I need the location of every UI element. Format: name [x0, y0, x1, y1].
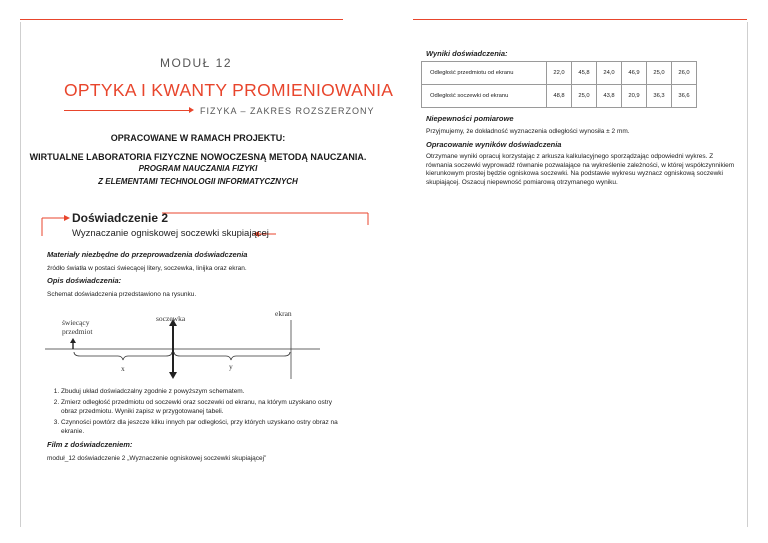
- row-label: Odległość soczewki od ekranu: [422, 85, 547, 108]
- object-arrowhead: [70, 338, 76, 343]
- table-cell: 26,0: [672, 62, 697, 85]
- lens-arrow-bottom: [169, 372, 177, 379]
- table-cell: 48,8: [547, 85, 572, 108]
- materials-text: źródło światła w postaci świecącej litery, soczewka, linijka oraz ekran.: [47, 265, 247, 272]
- object-label-line-2: przedmiot: [62, 327, 93, 336]
- project-line-4: Z ELEMENTAMI TECHNOLOGII INFORMATYCZNYCH: [98, 177, 298, 186]
- procedure-steps: [47, 387, 347, 438]
- brace-y: [174, 352, 290, 360]
- table-cell: 25,0: [647, 62, 672, 85]
- project-line-2: WIRTUALNE LABORATORIA FIZYCZNE NOWOCZESNĄ METODĄ NAUCZANIA.: [29, 152, 367, 162]
- results-heading: Wyniki doświadczenia:: [426, 49, 508, 58]
- table-cell: 36,6: [672, 85, 697, 108]
- table-cell: 36,3: [647, 85, 672, 108]
- table-cell: 20,9: [622, 85, 647, 108]
- table-cell: 43,8: [597, 85, 622, 108]
- film-heading: Film z doświadczeniem:: [47, 440, 133, 449]
- module-number: MODUŁ 12: [160, 56, 233, 70]
- experiment-subtitle: Wyznaczanie ogniskowej soczewki skupiającej: [72, 228, 269, 239]
- description-text: Schemat doświadczenia przedstawiono na rysunku.: [47, 291, 197, 298]
- project-line-3: PROGRAM NAUCZANIA FIZYKI: [138, 164, 258, 173]
- results-table: [421, 61, 697, 108]
- table-row: [422, 62, 697, 85]
- page-edge-right: [747, 22, 748, 527]
- table-cell: 45,8: [572, 62, 597, 85]
- table-cell: 46,9: [622, 62, 647, 85]
- materials-heading: Materiały niezbędne do przeprowadzenia doświadczenia: [47, 250, 248, 259]
- table-cell: 22,0: [547, 62, 572, 85]
- screen-label: ekran: [275, 309, 292, 318]
- table-row: [422, 85, 697, 108]
- distance-y-label: y: [229, 362, 233, 371]
- analysis-heading: Opracowanie wyników doświadczenia: [426, 140, 562, 149]
- brace-x: [74, 352, 172, 360]
- project-line-1: OPRACOWANE W RAMACH PROJEKTU:: [110, 133, 286, 143]
- description-heading: Opis doświadczenia:: [47, 276, 122, 285]
- page-title: OPTYKA I KWANTY PROMIENIOWANIA: [64, 80, 394, 100]
- title-rule-arrow-icon: [189, 107, 194, 113]
- distance-x-label: x: [121, 364, 125, 373]
- uncertainty-text: Przyjmujemy, że dokładność wyznaczenia odległości wynosiła ± 2 mm.: [426, 128, 630, 135]
- table-cell: 25,0: [572, 85, 597, 108]
- lens-label: soczewka: [156, 314, 186, 323]
- row-label: Odległość przedmiotu od ekranu: [422, 62, 547, 85]
- title-rule: [64, 110, 192, 111]
- top-rule-left: [20, 19, 343, 20]
- page-edge-left: [20, 22, 21, 527]
- procedure-step: 1. Zbuduj układ doświadczalny zgodnie z powyższym schematem.: [61, 387, 347, 396]
- experiment-title: Doświadczenie 2: [72, 211, 169, 225]
- film-link[interactable]: moduł_12 doświadczenie 2 „Wyznaczenie ogniskowej soczewki skupiającej”: [47, 455, 267, 462]
- analysis-text: Otrzymane wyniki opracuj korzystając z arkusza kalkulacyjnego sporządzając odpowiedni wykres. Z równania soczewki wyprowadź równanie pozwalające na wykreślenie zależności, w której współczynnikiem kierunkowym prostej będzie ogniskowa soczewki. Na podstawie wykresu wyznacz ogniskową soczewki skupiającej. Oszacuj niepewność pomiarową otrzymanego wyniku.: [426, 153, 735, 186]
- object-label-line-1: świecący: [62, 318, 90, 327]
- uncertainty-heading: Niepewności pomiarowe: [426, 114, 514, 123]
- procedure-step: 3. Czynności powtórz dla jeszcze kilku innych par odległości, przy których uzyskano ostry obraz na ekranie.: [61, 418, 347, 436]
- top-rule-right: [413, 19, 747, 20]
- page-subtitle: FIZYKA – ZAKRES ROZSZERZONY: [200, 106, 375, 116]
- table-cell: 24,0: [597, 62, 622, 85]
- procedure-step: 2. Zmierz odległość przedmiotu od soczewki oraz soczewki od ekranu, na którym uzyskano ostry obraz przedmiotu. Wyniki zapisz w przygotowanej tabeli.: [61, 398, 347, 416]
